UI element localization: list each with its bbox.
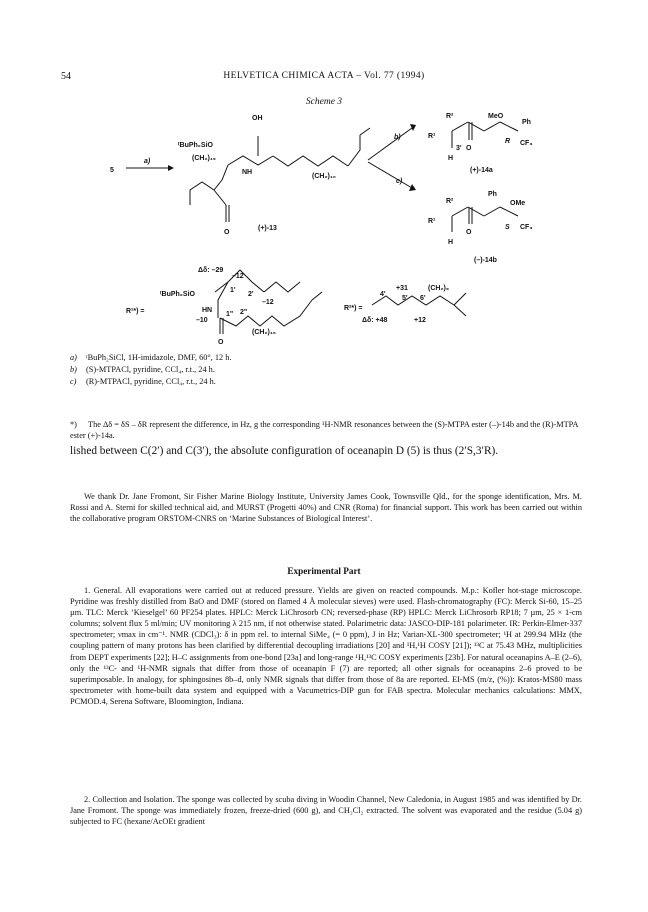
condition-c: c) (R)-MTPACl, pyridine, CCl₄, r.t., 24 h.: [70, 377, 216, 386]
ester14a-h: H: [448, 155, 454, 162]
ester14b-cf3: CF₃: [520, 224, 533, 231]
r1-minus12: –12: [232, 273, 244, 280]
r1-silyl: ᵗBuPh₂SiO: [160, 291, 195, 298]
r1-minus12b: –12: [262, 299, 274, 306]
amide-oxygen: O: [224, 229, 230, 236]
ester14b-o: O: [466, 229, 472, 236]
scheme-title: Scheme 3: [305, 97, 343, 107]
ester14a-meo: MeO: [488, 113, 504, 120]
r2-plus31: +31: [396, 285, 408, 292]
arrow-b-label: b): [394, 134, 401, 141]
r2-pos4: 4': [380, 291, 386, 298]
ester14a-o: O: [466, 145, 472, 152]
oh-group: OH: [252, 115, 263, 122]
r1-hn: HN: [202, 307, 213, 314]
reaction-scheme: [0, 0, 648, 400]
ester14b-r1: R¹: [428, 218, 436, 225]
ester14b-h: H: [448, 239, 454, 246]
compound-5-label: 5: [110, 167, 114, 174]
r1-pos2pp: 2": [240, 309, 248, 316]
acknowledgment: We thank Dr. Jane Fromont, Sir Fisher Marine Biology Institute, University James Cook, Townsville Qld., for the sponge identification, Mrs. M. Rossi and A. Sterni for skilled technical aid, and MURST (Progetti 40%) and CNR (Roma) for financial support. This work has been carried out within the collaborative program ORSTOM-CNRS on ‘Marine Substances of Biological Interest’.: [70, 492, 582, 524]
experimental-general: 1. General. All evaporations were carried out at reduced pressure. Yields are given on reacted compounds. M.p.: Kofler hot-stage microscope. Pyridine was freshly distilled from BaO and DMF (stored on flamed 4 Å molecular sieves) were used. Flash-chromatography (FC): Merck Si-60, 15–25 µm. TLC: Merck ‘Kieselgel’ 60 PF254 plates. HPLC: Merck LiChrosorb CN; reversed-phase (RP) HPLC: Merck LiChrosorb RP18; 7 µm, 25 × 1-cm columns; solvent flux 5 ml/min; UV monitoring λ 215 nm, if not otherwise stated. Polarimetric data: JASCO-DIP-181 polarimeter. IR: Perkin-Elmer-337 spectrometer; νmax in cm⁻¹. NMR (CDCl₃): δ in ppm rel. to internal SiMe₄ (= 0 ppm), J in Hz; Varian-XL-300 spectrometer; ¹H at 299.94 MHz (the coupling pattern of many protons has been clarified by differential decoupling irradiations [20] and ¹H,¹H COSY [21]); ¹³C at 75.43 MHz, multiplicities from DEPT experiments [22]; H–C assignments from one-bond [23a] and long-range ¹H,¹³C COSY experiments [23b]. For natural oceanapins A–E (2–6), only the ¹³C- and ¹H-NMR signals that differ from those of oceanapin F (7) are reported; all other signals for oceanapins 2–6 proved to be superimposable. In analogy, for sphingosines 8b–d, only NMR signals that differ from those of 8a are reported. EI-MS (m/z, (%)): Kratos-MS80 mass spectrometer with home-built data system and equipped with a Vacumetrics-DIP gun for FAB spectra. Molecular mechanics calculations: MMX, PCMOD.4, Serena Software, Bloomington, Indiana.: [70, 586, 582, 706]
arrow-c-label: c): [396, 178, 403, 185]
r1-definition: R¹*) =: [126, 308, 145, 315]
condition-b: b) (S)-MTPACl, pyridine, CCl₄, r.t., 24 h.: [70, 365, 215, 374]
body-paragraph: lished between C(2′) and C(3′), the absolute configuration of oceanapin D (5) is thus (2′S,3′R).: [70, 445, 499, 457]
r2-delta: Δδ: +48: [362, 317, 388, 324]
r1-minus10: –10: [196, 317, 208, 324]
ester14a-pos3: 3': [456, 145, 462, 152]
r2-pos6: 6': [420, 295, 426, 302]
r1-pos1pp: 1": [226, 311, 234, 318]
experimental-title: Experimental Part: [287, 566, 361, 576]
ester14a-label: (+)-14a: [470, 167, 493, 174]
chain-10: (CH₂)₁₀: [312, 173, 336, 180]
compound-13-label: (+)-13: [258, 225, 277, 232]
silyl-ether: ᵗBuPh₂SiO: [178, 142, 213, 149]
ester14b-r2: R²: [446, 198, 454, 205]
ester14a-ph: Ph: [522, 119, 531, 126]
ester14a-r1: R¹: [428, 133, 436, 140]
ester14a-r2: R²: [446, 113, 454, 120]
r2-pos5: 5': [402, 295, 408, 302]
ester14b-config: S: [505, 224, 510, 231]
arrow-a-label: a): [144, 158, 151, 165]
ester14b-ph: Ph: [488, 191, 497, 198]
ester14b-ome: OMe: [510, 200, 526, 207]
scheme-footnote: *) The Δδ = δS – δR represent the difference, in Hz, g the corresponding ¹H-NMR resonances between the (S)-MTPA ester (–)-14b and the (R)-MTPA ester (+)-14a.: [70, 420, 579, 440]
nh-group: NH: [242, 169, 253, 176]
ester14b-label: (–)-14b: [474, 257, 497, 264]
r1-delta: Δδ: –29: [198, 267, 224, 274]
ester14a-config: R: [505, 138, 511, 145]
r1-oxygen: O: [218, 339, 224, 346]
r1-chain16: (CH₂)₁₆: [252, 329, 276, 336]
r1-pos1: 1': [230, 287, 236, 294]
r2-chain9: (CH₂)₉: [428, 285, 450, 292]
page-number: 54: [61, 71, 71, 82]
chain-19: (CH₂)₁₉: [192, 155, 216, 162]
running-header: HELVETICA CHIMICA ACTA – Vol. 77 (1994): [223, 71, 425, 81]
r1-pos2: 2': [248, 291, 254, 298]
ester14a-cf3: CF₃: [520, 140, 533, 147]
r2-plus12: +12: [414, 317, 426, 324]
experimental-isolation: 2. Collection and Isolation. The sponge was collected by scuba diving in Woodin Channel, New Caledonia, in August 1985 and was identified by Dr. Jane Fromont. The sponge was immediately frozen, freeze-dried (600 g), and CH₂Cl₂ extracted. The solvent was evaporated and the residue (5.04 g) subjected to FC (hexane/AcOEt gradient: [70, 795, 582, 827]
r2-definition: R²*) =: [344, 305, 363, 312]
condition-a: a) ᵗBuPh₂SiCl, 1H-imidazole, DMF, 60°, 12 h.: [70, 353, 232, 362]
